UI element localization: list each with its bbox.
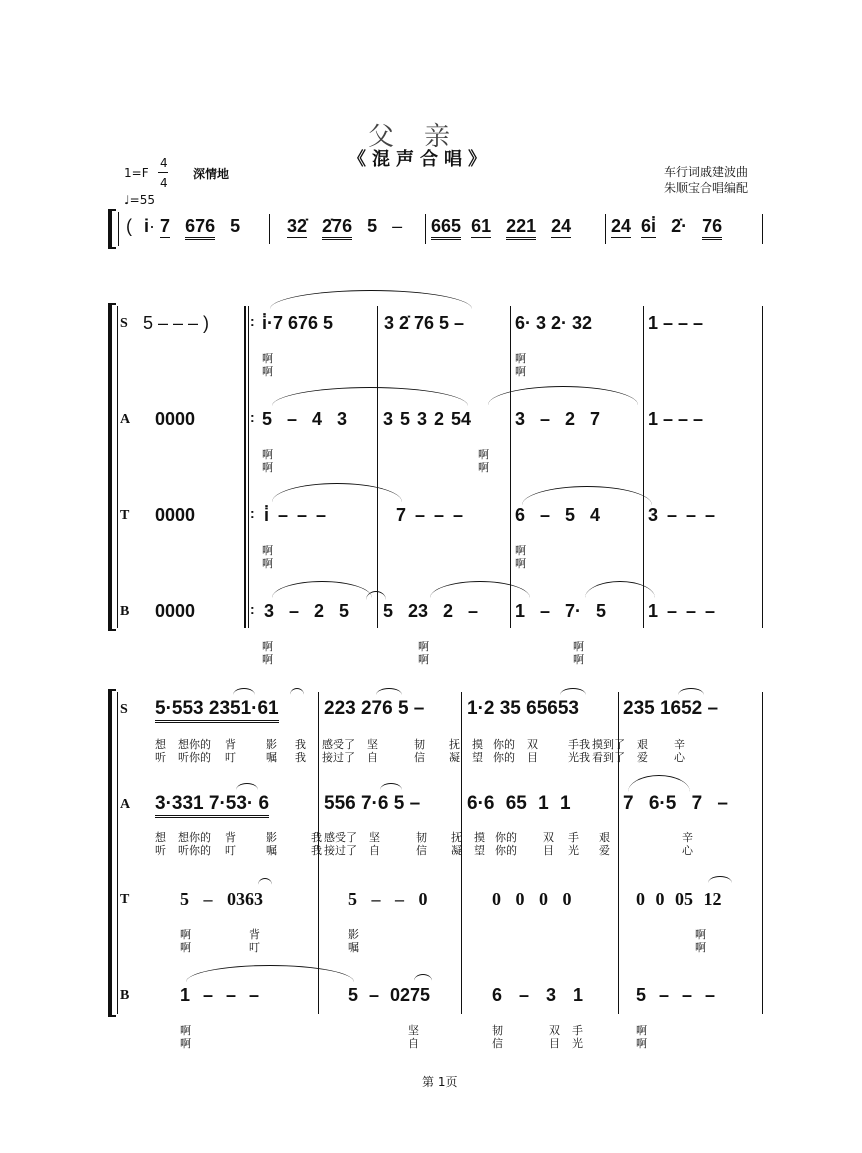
tenor-measure-2: 7 – – – xyxy=(396,505,464,525)
lyric: 坚 自 xyxy=(408,1024,419,1050)
lyric: 啊 啊 xyxy=(515,544,526,570)
alto-measure-2: 556 7·6 5 – xyxy=(324,793,421,814)
tie xyxy=(376,688,402,695)
note: 32̇ 2̇76 5 – xyxy=(287,216,402,237)
tenor-measure-4: 3 – – – xyxy=(648,505,716,525)
tempo-marking: ♩=55 xyxy=(124,193,155,207)
page-number: 第 1页 xyxy=(422,1075,458,1089)
soprano-measure-2: 3 2̇ 76 5 – xyxy=(384,313,465,333)
slur xyxy=(522,486,652,505)
song-subtitle: 《混声合唱》 xyxy=(348,149,492,170)
bracket-cap-top xyxy=(108,209,116,211)
slur xyxy=(585,581,655,598)
system-bracket xyxy=(108,210,112,248)
slur xyxy=(186,965,354,982)
voice-label-alto: A xyxy=(120,797,131,812)
slur xyxy=(272,581,372,598)
bass-measure-1: 3 – 2 5 xyxy=(264,601,350,621)
tie xyxy=(366,591,386,600)
tenor-measure-3: 0 0 0 0 xyxy=(492,889,572,909)
voice-label-bass: B xyxy=(120,988,130,1003)
voice-label-alto: A xyxy=(120,412,131,427)
repeat-dots: : xyxy=(250,601,255,617)
tenor-measure-4: 0 0 05 12 xyxy=(636,889,722,909)
slur xyxy=(272,387,468,406)
voice-label-tenor: T xyxy=(120,508,130,523)
alto-intro: 0000 xyxy=(155,409,196,429)
time-signature-bottom: 4 xyxy=(160,176,168,190)
time-signature-top: 4 xyxy=(160,156,168,170)
intro-open-paren: ( xyxy=(126,216,132,236)
lyric: 韧 信 xyxy=(492,1024,503,1050)
lyric: 啊 啊 xyxy=(636,1024,647,1050)
song-title: 父亲 xyxy=(368,122,481,152)
barline xyxy=(643,306,644,628)
alto-measure-3: 3 – 2 7 xyxy=(515,409,601,429)
tenor-intro: 0000 xyxy=(155,505,196,525)
barline xyxy=(762,306,763,628)
lyric: 啊 啊 xyxy=(262,352,273,378)
lyric: 啊 啊 xyxy=(262,544,273,570)
bass-measure-3: 6 – 3 1 xyxy=(492,985,584,1005)
lyrics-verse-1: 想 想你的 背 影 我 感受了 坚 韧 抚 摸 你的 双 手 艰 辛 xyxy=(155,831,693,844)
voice-label-bass: B xyxy=(120,604,130,619)
bass-measure-4: 1 – – – xyxy=(648,601,716,621)
lyric: 啊 啊 xyxy=(180,928,191,954)
lyrics-verse-2: 听 听你的 叮 嘱 我 接过了 自 信 凝 望 你的 目 光我 看到了 爱 心 xyxy=(155,751,685,764)
voice-label-soprano: S xyxy=(120,316,128,331)
repeat-dots: : xyxy=(250,313,255,329)
tenor-measure-2: 5 – – 0 xyxy=(348,889,428,909)
lyric: 背 叮 xyxy=(249,928,260,954)
alto-measure-4: 1 – – – xyxy=(648,409,704,429)
voice-label-soprano: S xyxy=(120,702,128,717)
bass-measure-4: 5 – – – xyxy=(636,985,716,1005)
tie xyxy=(414,974,432,981)
lyric: 啊 啊 xyxy=(478,448,489,474)
slur xyxy=(430,581,530,598)
lyric: 啊 啊 xyxy=(515,352,526,378)
soprano-measure-3: 1·2 35 65653 xyxy=(467,698,579,719)
slur xyxy=(272,483,402,502)
slur xyxy=(628,775,690,792)
tie xyxy=(236,783,258,790)
barline xyxy=(269,214,270,244)
tie xyxy=(380,783,402,790)
soprano-measure-1: i̇·7 676 5 xyxy=(262,313,334,333)
system-bracket xyxy=(108,690,112,1016)
lyric: 啊 啊 xyxy=(262,448,273,474)
credits-composer: 车行词戚建波曲 xyxy=(664,165,749,179)
repeat-dots: : xyxy=(250,505,255,521)
lyrics-verse-1: 想 想你的 背 影 我 感受了 坚 韧 抚 摸 你的 双 手我 摸到了 艰 辛 xyxy=(155,738,685,751)
tie xyxy=(290,688,304,695)
note: 24 6i̇ 2̇· 76 xyxy=(611,216,722,237)
lyric: 影 嘱 xyxy=(348,928,359,954)
expression-marking: 深情地 xyxy=(193,167,230,181)
bass-measure-1: 1 – – – xyxy=(180,985,260,1005)
barline xyxy=(425,214,426,244)
note: i· 7 676 5 xyxy=(144,216,240,237)
system-bracket xyxy=(108,304,112,630)
alto-measure-4: 7 6·5 7 – xyxy=(623,793,728,814)
alto-measure-1: 3·331 7·53· 6 xyxy=(155,793,269,815)
soprano-intro: 5 – – – ) xyxy=(143,313,210,333)
tie xyxy=(258,878,272,885)
barline xyxy=(605,214,606,244)
barline xyxy=(762,214,763,244)
tenor-measure-1: i̇ – – – xyxy=(264,505,327,525)
repeat-dots: : xyxy=(250,409,255,425)
bass-measure-2: 5 23 2 – xyxy=(383,601,479,621)
note: 665 61 221 24 xyxy=(431,216,571,237)
key-signature: 1=F xyxy=(124,166,149,180)
barline xyxy=(377,306,378,628)
soprano-measure-1: 5·553 2351·61 xyxy=(155,698,279,720)
repeat-barline xyxy=(248,306,249,628)
bracket-cap-bottom xyxy=(108,1015,116,1017)
tie xyxy=(560,688,586,695)
lyric: 啊 啊 xyxy=(418,640,429,666)
soprano-measure-3: 6· 3 2· 32 xyxy=(515,313,593,333)
alto-measure-3: 6·6 65 1 1 xyxy=(467,793,571,814)
slur xyxy=(270,290,472,309)
barline xyxy=(510,306,511,628)
barline xyxy=(118,212,119,246)
lyric: 双 目 xyxy=(549,1024,560,1050)
alto-measure-2: 3 5 3 2 54 xyxy=(383,409,472,429)
soprano-measure-4: 1 – – – xyxy=(648,313,704,333)
lyric: 啊 啊 xyxy=(262,640,273,666)
barline xyxy=(762,692,763,1014)
lyric: 啊 啊 xyxy=(573,640,584,666)
tenor-measure-3: 6 – 5 4 xyxy=(515,505,601,525)
bass-measure-2: 5 – 0275 xyxy=(348,985,431,1005)
bass-measure-3: 1 – 7· 5 xyxy=(515,601,607,621)
repeat-barline xyxy=(244,306,246,628)
time-signature-line xyxy=(158,172,168,173)
lyric: 手 光 xyxy=(572,1024,583,1050)
voice-label-tenor: T xyxy=(120,892,130,907)
bracket-cap-bottom xyxy=(108,247,116,249)
barline xyxy=(117,692,118,1014)
lyrics-verse-2: 听 听你的 叮 嘱 我 接过了 自 信 凝 望 你的 目 光 爱 心 xyxy=(155,844,693,857)
bracket-cap-top xyxy=(108,303,116,305)
barline xyxy=(117,306,118,628)
tie xyxy=(233,688,255,695)
soprano-measure-2: 223 276 5 – xyxy=(324,698,425,719)
bracket-cap-top xyxy=(108,689,116,691)
tie xyxy=(678,688,704,695)
credits-arranger: 朱顺宝合唱编配 xyxy=(664,181,749,195)
lyric: 啊 啊 xyxy=(695,928,706,954)
tenor-measure-1: 5 – 0363 xyxy=(180,889,263,909)
alto-measure-1: 5 – 4 3 xyxy=(262,409,348,429)
tie xyxy=(708,876,732,883)
bass-intro: 0000 xyxy=(155,601,196,621)
soprano-measure-4: 235 1652 – xyxy=(623,698,719,719)
lyric: 啊 啊 xyxy=(180,1024,191,1050)
bracket-cap-bottom xyxy=(108,629,116,631)
